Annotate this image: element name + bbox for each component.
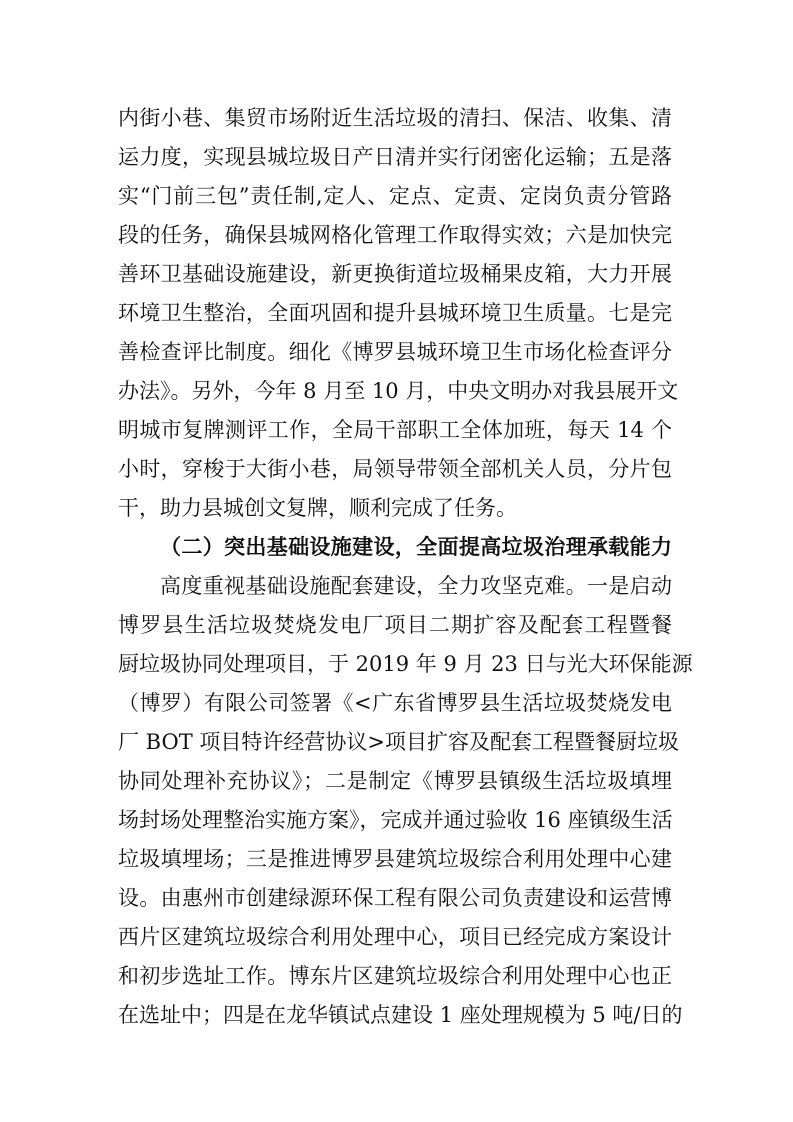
body-text-line: 协同处理补充协议》；二是制定《博罗县镇级生活垃圾填埋: [118, 769, 672, 793]
body-text-line: 在选址中；四是在龙华镇试点建设 1 座处理规模为 5 吨/日的: [118, 1003, 683, 1027]
body-text-line: 厨垃圾协同处理项目，于 2019 年 9 月 23 日与光大环保能源: [118, 652, 693, 676]
body-text-line: 运力度，实现县城垃圾日产日清并实行闭密化运输；五是落: [118, 145, 672, 169]
body-text-line: 厂 BOT 项目特许经营协议>项目扩容及配套工程暨餐厨垃圾: [118, 730, 679, 754]
body-text-line: 干，助力县城创文复牌，顺利完成了任务。: [118, 496, 517, 520]
body-text-line: 和初步选址工作。博东片区建筑垃圾综合利用处理中心也正: [118, 964, 672, 988]
body-text-line: 垃圾填埋场；三是推进博罗县建筑垃圾综合利用处理中心建: [118, 847, 672, 871]
body-text-line: 实“门前三包”责任制,定人、定点、定责、定岗负责分管路: [118, 184, 672, 208]
body-text-line: 善环卫基础设施建设，新更换街道垃圾桶果皮箱，大力开展: [118, 262, 672, 286]
body-text-line: 明城市复牌测评工作，全局干部职工全体加班，每天 14 个: [118, 418, 672, 442]
body-text-line: 西片区建筑垃圾综合利用处理中心，项目已经完成方案设计: [118, 925, 672, 949]
body-text-line: 场封场处理整治实施方案》，完成并通过验收 16 座镇级生活: [118, 808, 673, 832]
body-text-line: 高度重视基础设施配套建设，全力攻坚克难。一是启动: [160, 574, 672, 598]
section-heading: （二）突出基础设施建设，全面提高垃圾治理承载能力: [160, 534, 672, 559]
body-text-line: 设。由惠州市创建绿源环保工程有限公司负责建设和运营博: [118, 886, 672, 910]
body-text-line: 内街小巷、集贸市场附近生活垃圾的清扫、保洁、收集、清: [118, 106, 672, 130]
body-text-line: 善检查评比制度。细化《博罗县城环境卫生市场化检查评分: [118, 340, 672, 364]
body-text-line: 博罗县生活垃圾焚烧发电厂项目二期扩容及配套工程暨餐: [118, 613, 672, 637]
body-text-line: 段的任务，确保县城网格化管理工作取得实效；六是加快完: [118, 223, 672, 247]
body-text-line: （博罗）有限公司签署《<广东省博罗县生活垃圾焚烧发电: [118, 691, 672, 715]
body-text-line: 环境卫生整治，全面巩固和提升县城环境卫生质量。七是完: [118, 301, 672, 325]
body-text-line: 小时，穿梭于大街小巷，局领导带领全部机关人员，分片包: [118, 457, 672, 481]
body-text-line: 办法》。另外，今年 8 月至 10 月，中央文明办对我县展开文: [118, 379, 679, 403]
